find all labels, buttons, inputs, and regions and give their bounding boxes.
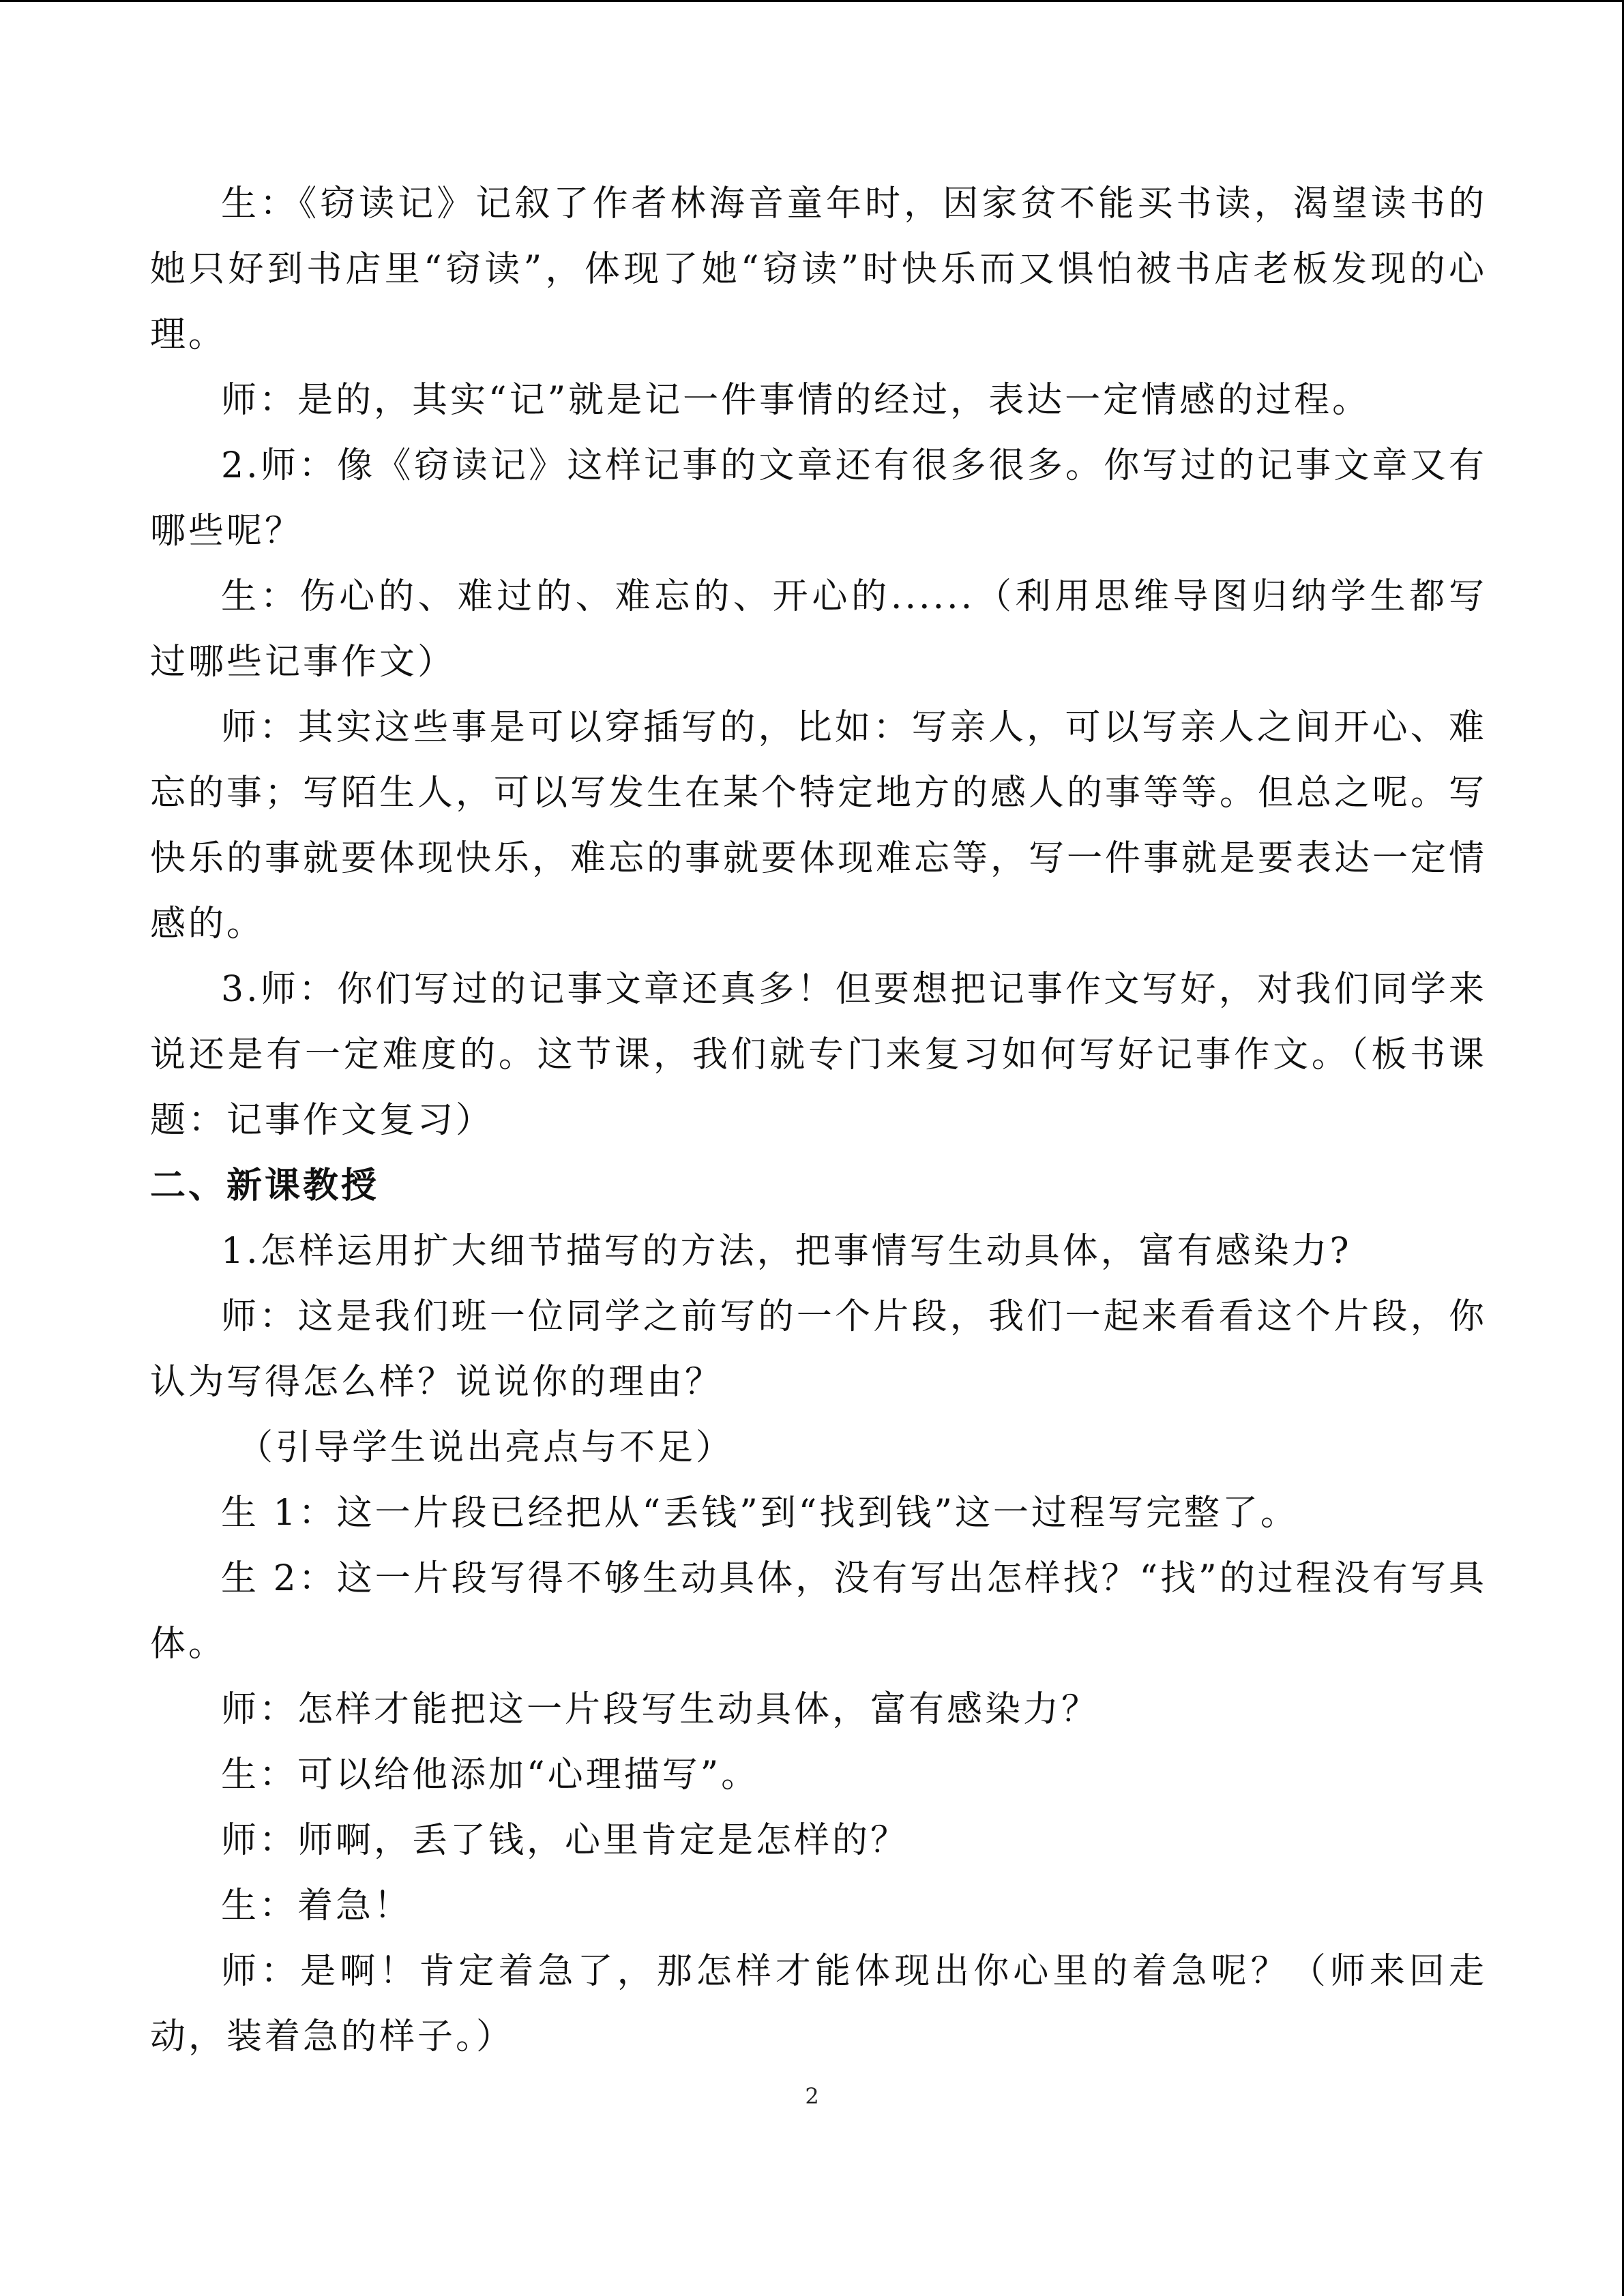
paragraph-teacher-how: 师：怎样才能把这一片段写生动具体，富有感染力？: [221, 1689, 1100, 1730]
paragraph-teacher-explanation: 师：其实这些事是可以穿插写的，比如：写亲人，可以写亲人之间开心、难忘的事；写陌生人，可以写发生在某个特定地方的感人的事等等。但总之呢。写快乐的事就要体现快乐，难忘的事就要体现难忘等，写一件事就是要表达一定情感的。: [150, 707, 1488, 944]
page-number: 2: [805, 2083, 819, 2109]
paragraph-student-anxious: 生：着急！: [221, 1885, 413, 1926]
paragraph-teacher-question-2: 2.师：像《窃读记》这样记事的文章还有很多很多。你写过的记事文章又有哪些呢？: [150, 445, 1487, 552]
document-body: [150, 171, 1487, 2070]
paragraph-student-1: 生 1：这一片段已经把从“丢钱”到“找到钱”这一过程写完整了。: [221, 1493, 1299, 1534]
paragraph-student-2: 生 2：这一片段写得不够生动具体，没有写出怎样找？“找”的过程没有写具体。: [150, 1558, 1487, 1665]
paragraph-teacher-intro-3: 3.师：你们写过的记事文章还真多！但要想把记事作文写好，对我们同学来说还是有一定难度的。这节课，我们就专门来复习如何写好记事作文。（板书课题：记事作文复习）: [150, 969, 1487, 1141]
section-question-1: 1.怎样运用扩大细节描写的方法，把事情写生动具体，富有感染力?: [221, 1231, 1352, 1272]
section-heading: 二、新课教授: [150, 1165, 380, 1206]
paragraph-student-answer-2: 生：伤心的、难过的、难忘的、开心的......（利用思维导图归纳学生都写过哪些记事作文）: [150, 576, 1487, 683]
paragraph-guidance-note: （引导学生说出亮点与不足）: [237, 1427, 735, 1468]
paragraph-teacher-fragment: 师：这是我们班一位同学之前写的一个片段，我们一起来看看这个片段，你认为写得怎么样？说说你的理由？: [150, 1296, 1487, 1403]
paragraph-student-psych: 生：可以给他添加“心理描写”。: [221, 1755, 760, 1795]
paragraph-teacher-reply-1: 师：是的，其实“记”就是记一件事情的经过，表达一定情感的过程。: [221, 380, 1371, 421]
paragraph-teacher-lost-money: 师：师啊，丢了钱，心里肯定是怎样的？: [221, 1820, 909, 1861]
paragraph-student-answer-1: 生：《窃读记》记叙了作者林海音童年时，因家贫不能买书读，渴望读书的她只好到书店里“窃读”，体现了她“窃读”时快乐而又惧怕被书店老板发现的心理。: [150, 183, 1487, 355]
paragraph-teacher-acting: 师：是啊！肯定着急了，那怎样才能体现出你心里的着急呢？（师来回走动，装着急的样子。）: [150, 1951, 1487, 2057]
